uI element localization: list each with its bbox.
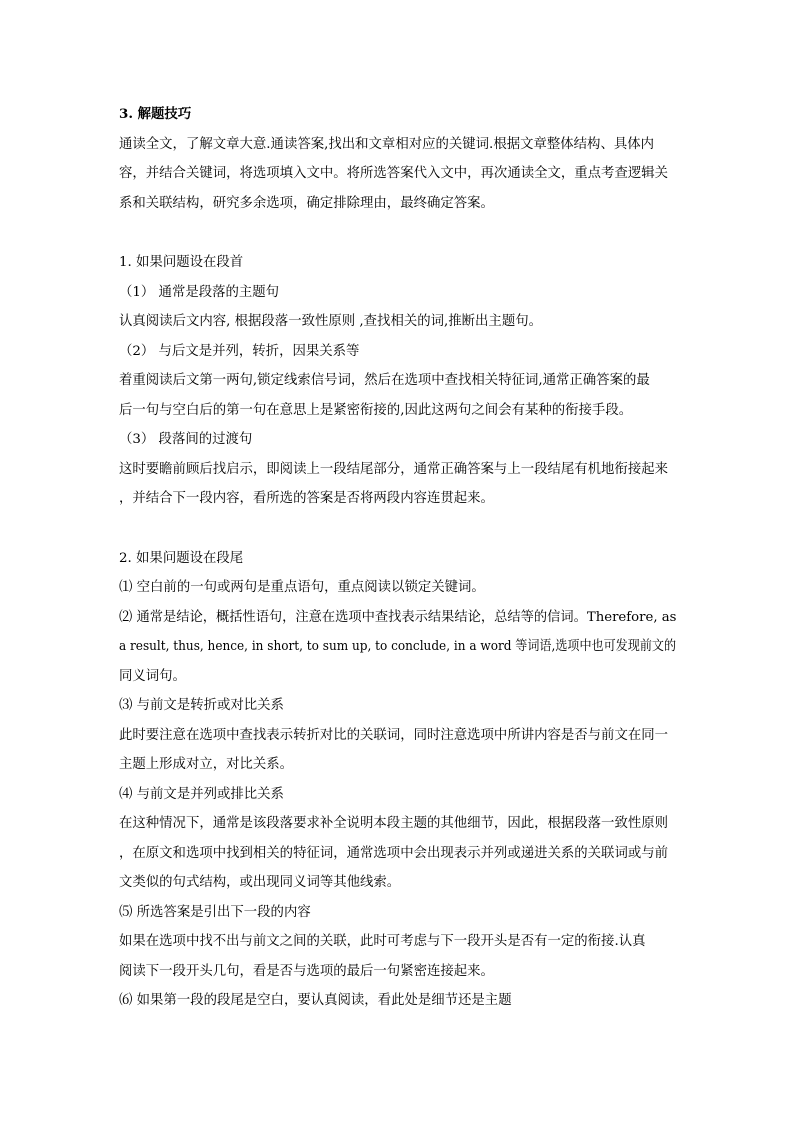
intro-line: 系和关联结构，研究多余选项，确定排除理由，最终确定答案。 <box>119 195 494 211</box>
part2-line: ⑵ 通常是结论，概括性语句，注意在选项中查找表示结果结论，总结等的信词。Therefore, as <box>119 609 677 625</box>
paragraph-gap <box>119 514 676 544</box>
section-title: 3. 解题技巧 <box>119 106 192 122</box>
part2-line: ⑷ 与前文是并列或排比关系 <box>119 786 284 802</box>
part2-line: ⑹ 如果第一段的段尾是空白，要认真阅读，看此处是细节还是主题 <box>119 993 512 1008</box>
part1-line: （1） 通常是段落的主题句 <box>119 284 280 300</box>
part1-line: 这时要瞻前顾后找启示，即阅读上一段结尾部分，通常正确答案与上一段结尾有机地衔接起来 <box>119 461 669 477</box>
part2-line: 此时要注意在选项中查找表示转折对比的关联词，同时注意选项中所讲内容是否与前文在同一 <box>119 727 669 743</box>
part1-line: 着重阅读后文第一两句,锁定线索信号词，然后在选项中查找相关特征词,通常正确答案的最 <box>119 373 650 388</box>
part2-line: 文类似的句式结构，或出现同义词等其他线索。 <box>119 875 401 890</box>
part2-line: ，在原文和选项中找到相关的特征词，通常选项中会出现表示并列或递进关系的关联词或与前 <box>119 845 669 861</box>
part1-heading: 1. 如果问题设在段首 <box>119 255 244 270</box>
part2-line: ⑴ 空白前的一句或两句是重点语句，重点阅读以锁定关键词。 <box>119 580 485 595</box>
part2-line: ⑶ 与前文是转折或对比关系 <box>119 698 284 713</box>
part2-line: 阅读下一段开头几句，看是否与选项的最后一句紧密连接起来。 <box>119 963 494 979</box>
intro-line: 容，并结合关键词，将选项填入文中。将所选答案代入文中，再次通读全文，重点考查逻辑关 <box>119 166 669 181</box>
intro-line: 通读全文，了解文章大意.通读答案,找出和文章相对应的关键词.根据文章整体结构、具体内 <box>119 136 655 152</box>
part1-line: ，并结合下一段内容，看所选的答案是否将两段内容连贯起来。 <box>119 491 494 506</box>
part1-line: （3） 段落间的过渡句 <box>119 432 253 447</box>
part1-line: 认真阅读后文内容, 根据段落一致性原则 ,查找相关的词,推断出主题句。 <box>119 314 542 329</box>
part2-heading: 2. 如果问题设在段尾 <box>119 550 244 566</box>
part2-line: 在这种情况下，通常是该段落要求补全说明本段主题的其他细节，因此，根据段落一致性原则 <box>119 816 669 831</box>
paragraph-gap <box>119 218 676 248</box>
part2-line: 如果在选项中找不出与前文之间的关联，此时可考虑与下一段开头是否有一定的衔接.认真 <box>119 934 646 949</box>
part2-line: 主题上形成对立，对比关系。 <box>119 757 294 772</box>
part1-line: 后一句与空白后的第一句在意思上是紧密衔接的,因此这两句之间会有某种的衔接手段。 <box>119 402 633 418</box>
part2-line: 同义词句。 <box>119 668 186 684</box>
part2-line: a result, thus, hence, in short, to sum up, to conclude, in a word 等词语,选项中也可发现前文的 <box>119 639 677 654</box>
part2-line: ⑸ 所选答案是引出下一段的内容 <box>119 904 311 920</box>
part1-line: （2） 与后文是并列，转折，因果关系等 <box>119 343 360 359</box>
document-page <box>119 100 676 1016</box>
